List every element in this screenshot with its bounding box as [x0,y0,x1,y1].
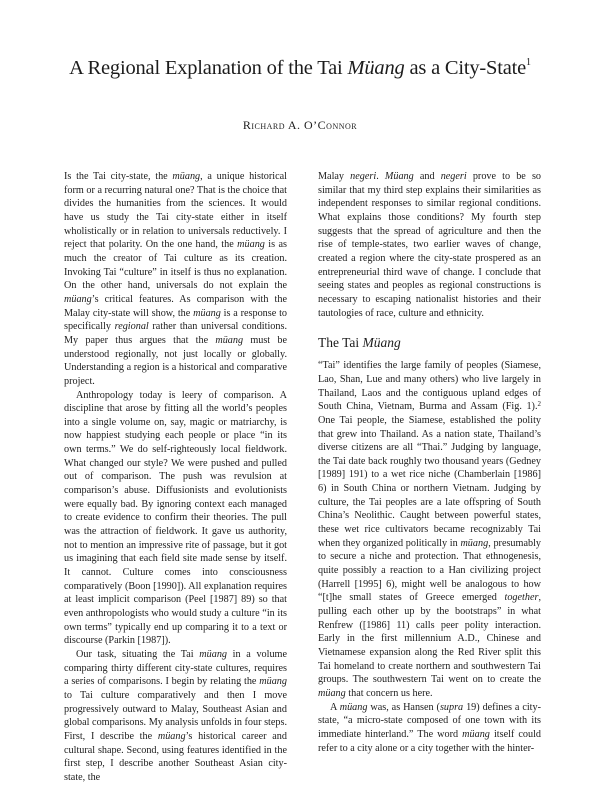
title-footnote-marker: 1 [526,57,531,68]
paragraph: Is the Tai city-state, the müang, a unique historical form or a recurring natural one? That is the choice that divides the humanities from the sciences. It would have us study the Tai city-state either in itself wholistically or in relation to universals reductively. I reject that polarity. On the one hand, the müang is as much the creator of Tai culture as its creation. Invoking Tai “culture” in itself is thus no explanation. On the other hand, universals do not explain the müang’s critical features. As comparison with the Malay city-state will show, the müang is a response to specifically regional rather than universal conditions. My paper thus argues that the müang must be understood regionally, not just locally or globally. Understanding a region is a historical and comparative project. [64,171,287,387]
right-column [318,170,541,755]
paragraph: A müang was, as Hansen (supra 19) defines a city-state, “a micro-state composed of one town with its immediate hinterland.” The word müang itself could refer to a city alone or a city together with the hinter- [318,701,541,754]
title-text: A Regional Explanation of the Tai [69,57,348,79]
paragraph: Anthropology today is leery of comparison. A discipline that arose by fitting all the world’s peoples into a single volume on, say, magic or matriarchy, is now happiest studying each people or place “in its own terms.” We do self-righteously local fieldwork. What changed our style? We were pushed and pulled out of comparison. The push was revulsion at comparison’s abuse. Diffusionists and evolutionists were equally bad. By ignoring context each managed to create evidence to confirm their theories. The pull was the attraction of fieldwork. It gave us authority, not to mention an impressive rite of passage, but it got us imagining that each field site made sense by itself. It cannot. Culture comes into consciousness comparatively (Boon [1990]). All explanation requires at least implicit comparison (Peel [1987] 89) so that even anthropologists who would study a culture “in its own terms” typically end up comparing it to a text or discourse (Parkin [1987]). [64,389,287,647]
title-text-end: as a City-State [404,57,527,79]
paragraph: “Tai” identifies the large family of peoples (Siamese, Lao, Shan, Lue and many others) who live largely in Thailand, Laos and the contiguous upland edges of South China, Vietnam, Burma and Assam (Fig. 1).$^2$ One Tai people, the Siamese, established the polity that grew into Thailand. As a nation state, Thailand’s diverse citizens are all “Thai.” Judging by language, the Tai date back roughly two thousand years (Gedney [1989] 191) to a wet rice niche (Chamberlain [1986] 6) in South China or northern Vietnam. Judging by culture, the Tai peoples are a late offspring of South China’s Neolithic. Caught between powerful states, these wet rice cultivators became recognizably Tai when they organized politically in müang, presumably to secure a niche and protection. That ethnogenesis, quite possibly a reaction to a Han civilizing project (Harrell [1995] 6), might well be analogous to how “[t]he small states of Greece emerged together, pulling each other up by the bootstraps” in what Renfrew ([1986] 11) calls peer polity interaction. Early in the first millennium A.D., Chinese and Vietnamese expansion along the Red River split this Tai homeland to create northern and southwestern Tai groups. The southwestern Tai went on to create the müang that concern us here. [318,360,541,699]
left-column [64,170,287,785]
footnote-marker: 2 [537,400,541,409]
paragraph: Our task, situating the Tai müang in a volume comparing thirty different city-state cultures, requires a series of comparisons. I begin by relating the müang to Tai culture comparatively and then I move progressively outward to Malay, Southeast Asian and global comparisons. My analysis unfolds in four steps. First, I describe the müang’s historical career and cultural shape. Second, using features identified in the first step, I describe another Southeast Asian city-state, the [64,648,287,783]
section-heading: The Tai Müang [318,335,401,351]
title-italic-term: Müang [347,57,405,79]
article-title [0,55,600,81]
author-name: Richard A. O’Connor [242,118,358,132]
paragraph: Malay negeri. Müang and negeri prove to be so similar that my third step explains their similarities as independent responses to similar regional conditions. What explains those conditions? My fourth step suggests that the spread of agriculture and then the rise of temple-states, two earlier waves of change, created a region where the city-state prospered as an entrepreneurial third wave of change. I conclude that seeing states and peoples as regional constructions is necessary to escaping nationalist histories and their tautologies of race, culture and ethnicity. [318,171,541,319]
